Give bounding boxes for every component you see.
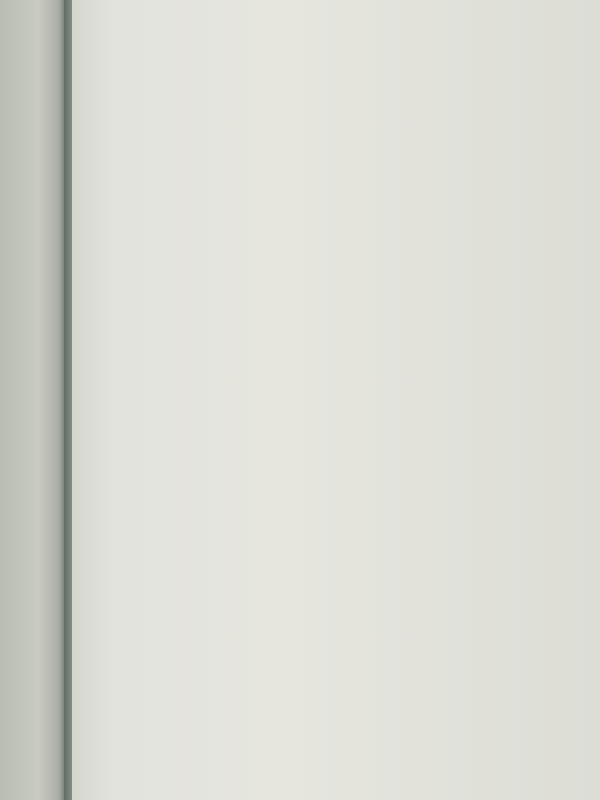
entries — [106, 27, 586, 36]
left-page — [0, 0, 64, 800]
page-content — [106, 27, 586, 36]
right-page — [72, 0, 600, 800]
top-entry-continuation — [106, 27, 586, 36]
